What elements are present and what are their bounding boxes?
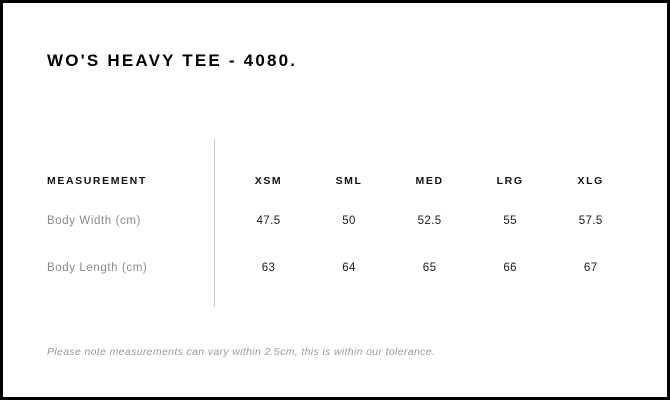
- page-content: [3, 3, 667, 397]
- cell-body-length-xsm: 63: [261, 261, 276, 274]
- table-body: [47, 197, 631, 291]
- column-header-measurement: MEASUREMENT: [47, 175, 147, 187]
- row-label-body-width: Body Width (cm): [47, 214, 141, 227]
- table-row: [47, 244, 631, 291]
- table-header: [47, 165, 631, 197]
- table-header-row: [47, 165, 631, 197]
- cell-body-width-xlg: 57.5: [578, 214, 603, 227]
- cell-body-width-sml: 50: [342, 214, 356, 227]
- column-header-xlg: XLG: [577, 175, 604, 187]
- cell-body-width-med: 52.5: [417, 214, 442, 227]
- column-header-xsm: XSM: [254, 175, 283, 187]
- table-row: [47, 197, 631, 244]
- column-header-med: MED: [415, 175, 444, 187]
- cell-body-length-xlg: 67: [583, 261, 598, 274]
- cell-body-length-med: 65: [422, 261, 437, 274]
- cell-body-length-sml: 64: [342, 261, 356, 274]
- column-header-lrg: LRG: [496, 175, 524, 187]
- cell-body-width-xsm: 47.5: [256, 214, 281, 227]
- column-header-sml: SML: [335, 175, 363, 187]
- size-table: [47, 165, 631, 291]
- page-title: WO'S HEAVY TEE - 4080.: [47, 51, 298, 70]
- row-label-body-length: Body Length (cm): [47, 261, 148, 274]
- cell-body-length-lrg: 66: [503, 261, 517, 274]
- cell-body-width-lrg: 55: [503, 214, 517, 227]
- tolerance-note: Please note measurements can vary within 2.5cm, this is within our tolerance.: [47, 346, 436, 358]
